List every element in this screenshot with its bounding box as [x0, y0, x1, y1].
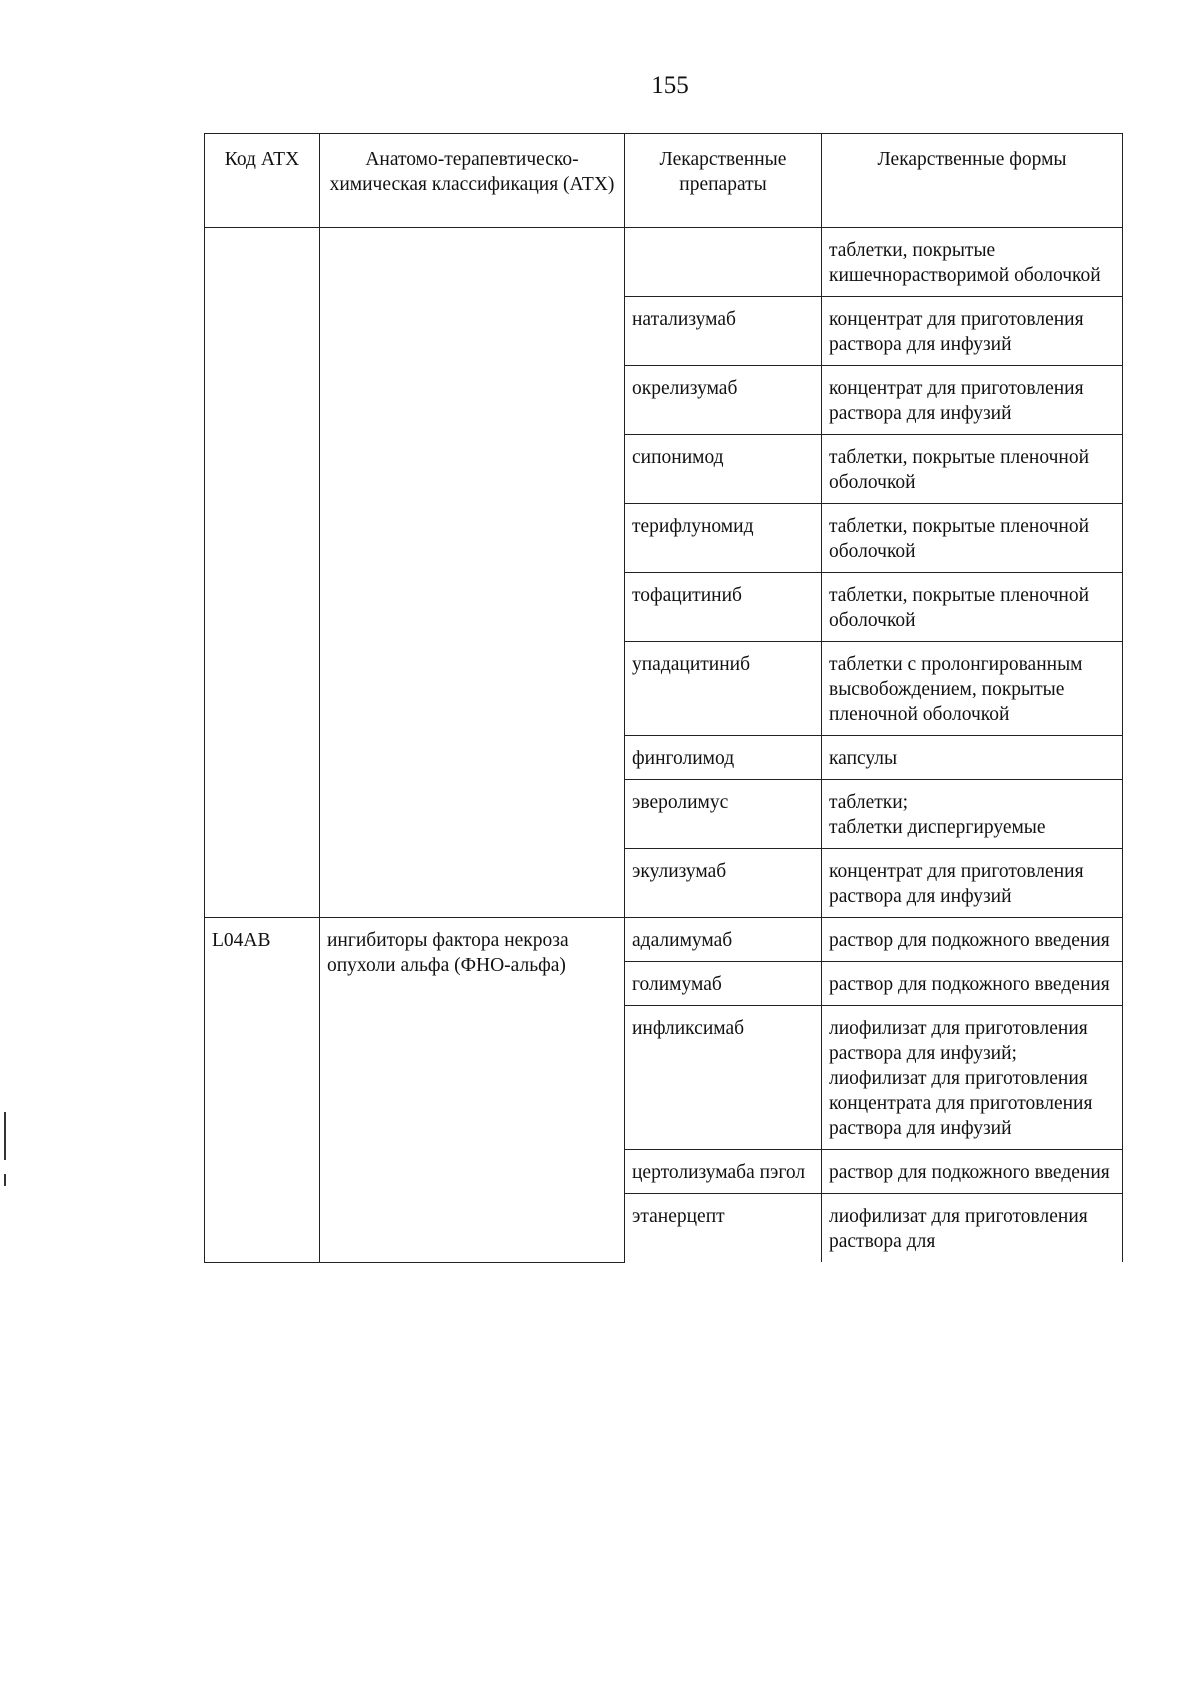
drug-name: эверолимус — [625, 780, 822, 849]
header-atc-classification: Анатомо-терапевтическо-химическая классификация (АТХ) — [320, 134, 625, 228]
atc-classification-cell: ингибиторы фактора некроза опухоли альфа (ФНО-альфа) — [320, 918, 625, 1263]
drug-name: окрелизумаб — [625, 366, 822, 435]
header-drugs: Лекарственные препараты — [625, 134, 822, 228]
drug-name: цертолизумаба пэгол — [625, 1150, 822, 1194]
drug-name: экулизумаб — [625, 849, 822, 918]
dosage-form: лиофилизат для приготовления раствора для инфузий; лиофилизат для приготовления концентрата для приготовления раствора для инфузий — [822, 1006, 1123, 1150]
drug-name: терифлуномид — [625, 504, 822, 573]
atc-code-cell — [205, 228, 320, 918]
atc-drug-table — [204, 133, 1123, 1263]
dosage-form: таблетки; таблетки диспергируемые — [822, 780, 1123, 849]
drug-name: упадацитиниб — [625, 642, 822, 736]
header-dosage-forms: Лекарственные формы — [822, 134, 1123, 228]
dosage-form: концентрат для приготовления раствора для инфузий — [822, 297, 1123, 366]
table-row — [205, 918, 1123, 962]
group-continued — [205, 228, 1123, 918]
scan-artifact-line — [4, 1174, 6, 1186]
dosage-form: концентрат для приготовления раствора для инфузий — [822, 849, 1123, 918]
dosage-form: капсулы — [822, 736, 1123, 780]
table-row — [205, 228, 1123, 297]
drug-name: тофацитиниб — [625, 573, 822, 642]
page-number: 155 — [651, 72, 689, 99]
drug-name: инфликсимаб — [625, 1006, 822, 1150]
drug-name: сипонимод — [625, 435, 822, 504]
table-header-row — [205, 134, 1123, 228]
dosage-form: раствор для подкожного введения — [822, 1150, 1123, 1194]
dosage-form: таблетки, покрытые пленочной оболочкой — [822, 435, 1123, 504]
drug-name: голимумаб — [625, 962, 822, 1006]
drug-name: натализумаб — [625, 297, 822, 366]
atc-code-cell: L04AB — [205, 918, 320, 1263]
group-l04ab — [205, 918, 1123, 1263]
dosage-form: концентрат для приготовления раствора для инфузий — [822, 366, 1123, 435]
dosage-form: таблетки с пролонгированным высвобождением, покрытые пленочной оболочкой — [822, 642, 1123, 736]
dosage-form: раствор для подкожного введения — [822, 962, 1123, 1006]
drug-name: адалимумаб — [625, 918, 822, 962]
dosage-form: раствор для подкожного введения — [822, 918, 1123, 962]
dosage-form: лиофилизат для приготовления раствора для — [822, 1194, 1123, 1263]
dosage-form: таблетки, покрытые пленочной оболочкой — [822, 504, 1123, 573]
header-atc-code: Код АТХ — [205, 134, 320, 228]
drug-name: этанерцепт — [625, 1194, 822, 1263]
dosage-form: таблетки, покрытые кишечнорастворимой оболочкой — [822, 228, 1123, 297]
scan-artifact-line — [4, 1112, 6, 1160]
drug-name — [625, 228, 822, 297]
dosage-form: таблетки, покрытые пленочной оболочкой — [822, 573, 1123, 642]
drug-name: финголимод — [625, 736, 822, 780]
atc-classification-cell — [320, 228, 625, 918]
